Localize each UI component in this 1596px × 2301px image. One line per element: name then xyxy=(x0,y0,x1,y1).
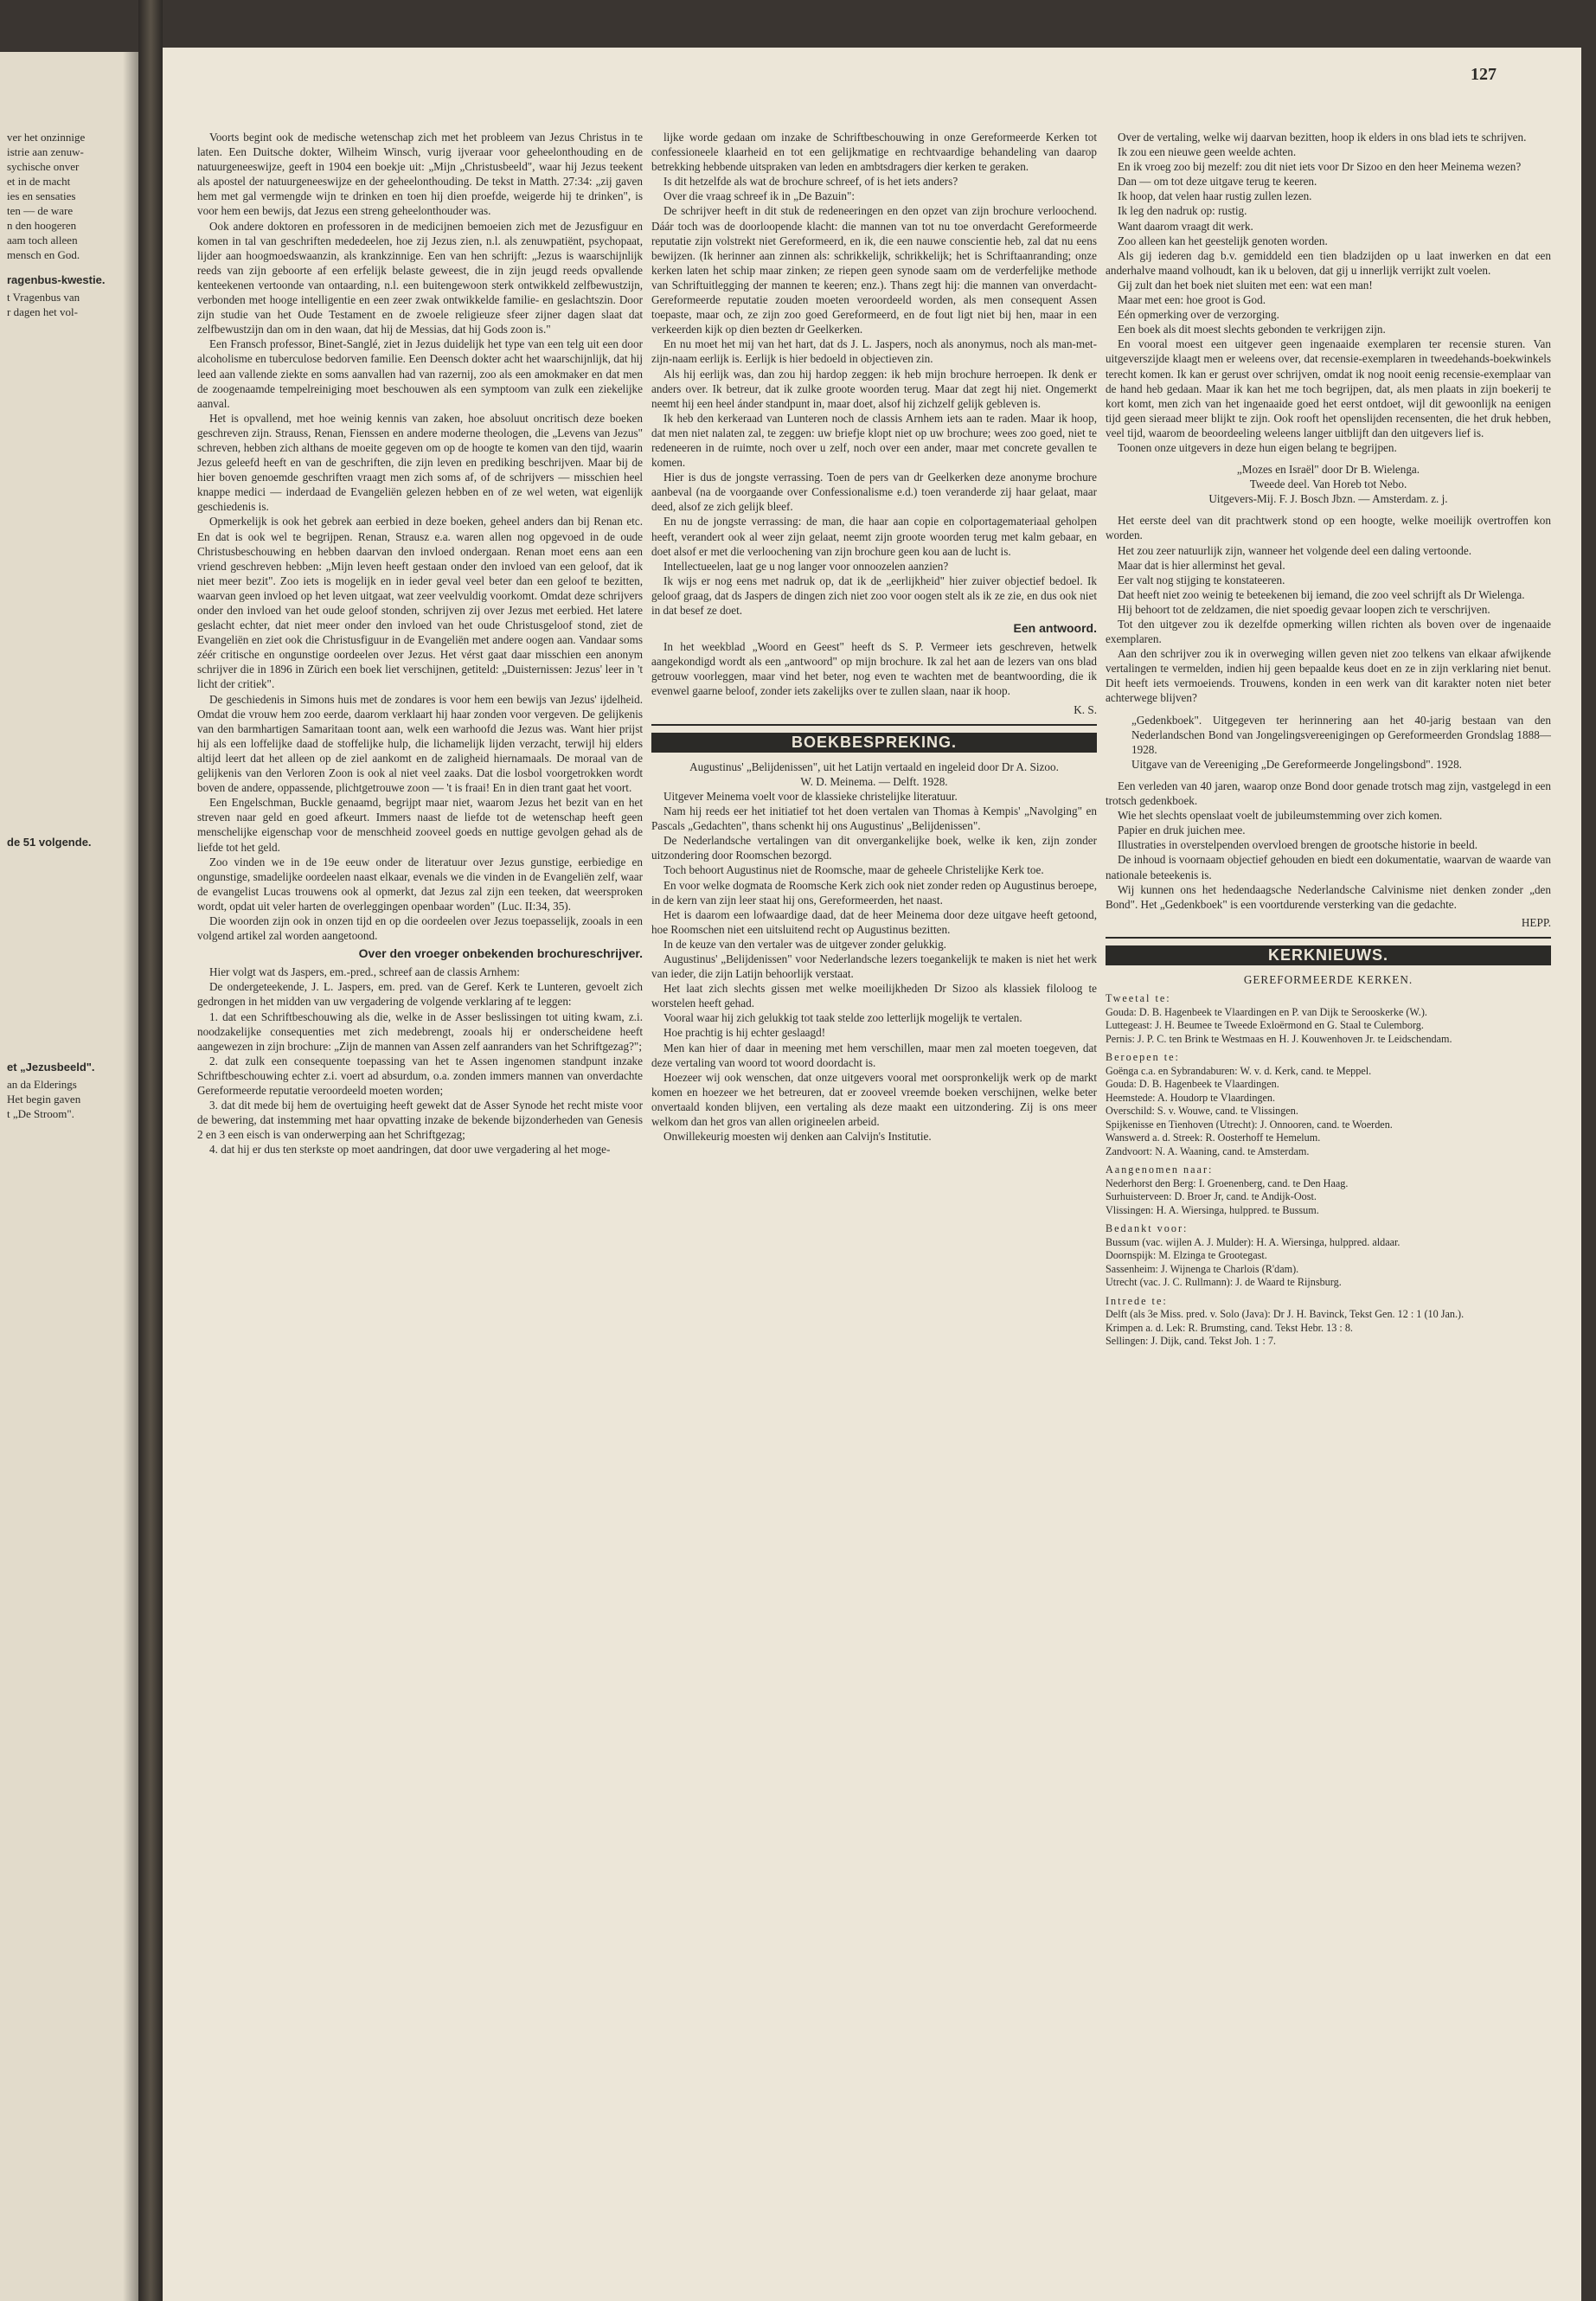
paragraph: Men kan hier of daar in meening met hem verschillen, maar men zal moeten toegeven, dat deze vertaling van woord tot woord doordacht is. xyxy=(651,1041,1097,1069)
column-2-article-b xyxy=(651,639,1097,698)
strip-line: istrie aan zenuw- xyxy=(7,145,84,158)
column-1-article xyxy=(197,130,643,943)
church-news-section-label: Aangenomen naar: xyxy=(1106,1163,1214,1176)
column-1-article-b xyxy=(197,965,643,1157)
book-reference-line: „Gedenkboek". Uitgegeven ter herinnering aan het 40-jarig bestaan van den Nederlandschen Bond van Jongelingsvereenigingen op Gereformeerden Grondslag 1888—1928. xyxy=(1131,713,1551,756)
book-reference-line: „Mozes en Israël" door Dr B. Wielenga. xyxy=(1236,463,1420,477)
strip-heading-b: de 51 volgende. xyxy=(7,836,92,849)
section-banner-kerknieuws: KERKNIEUWS. xyxy=(1106,945,1551,965)
kerk-heading: GEREFORMEERDE KERKEN. xyxy=(1243,972,1413,986)
paragraph: Ik leg den nadruk op: rustig. xyxy=(1118,204,1247,218)
strip-line: n den hoogeren xyxy=(7,219,77,232)
church-news-item: Zandvoort: N. A. Waaning, cand. te Amsterdam. xyxy=(1106,1144,1310,1157)
paragraph: Want daarom vraagt dit werk. xyxy=(1118,219,1253,233)
paragraph: 2. dat zulk een consequente toepassing van het te Assen ingenomen standpunt inzake Schriftbeschouwing echter z.i. voert ad absurdum, o.a. zonden immers mannen van onverdachte Gereformeerde reputatie veroordeeld moeten worden; xyxy=(197,1054,643,1097)
paragraph: De ondergeteekende, J. L. Jaspers, em. pred. van de Geref. Kerk te Lunteren, gevoelt zich gedrongen in het midden van uw vergadering de volgende verklaring af te leggen: xyxy=(197,980,643,1009)
column-2-review xyxy=(651,789,1097,1144)
paragraph: Hoezeer wij ook wenschen, dat onze uitgevers vooral met oorspronkelijk werk op de markt komen en hoezeer we het betreuren, dat er zooveel vreemde boeken verschijnen, welke beter onvertaald konden blijven, een vertaling als deze maakt een uitzondering. Zij is ons meer welkom dan het gros van allen origineelen arbeid. xyxy=(651,1070,1097,1128)
strip-line: ies en sensaties xyxy=(7,189,76,202)
paragraph: Een boek als dit moest slechts gebonden te verkrijgen zijn. xyxy=(1118,323,1386,336)
paragraph: In de keuze van den vertaler was de uitgever zonder gelukkig. xyxy=(663,937,946,951)
church-news-item: Utrecht (vac. J. C. Rullmann): J. de Waard te Rijnsburg. xyxy=(1106,1276,1342,1289)
paragraph: Dat heeft niet zoo weinig te beteekenen bij iemand, die zoo veel schrijft als Dr Wielenga. xyxy=(1118,587,1525,601)
paragraph: De geschiedenis in Simons huis met de zondares is voor hem een bewijs van Jezus' ijdelheid. Omdat die vrouw hem zoo eerde, daarom verklaart hij haar zonden voor vergeven. De gelijkenis van den barmhartigen Samaritaan toont aan, welk een warhoofd die Jezus was. Want hier prijst hij als een loffelijke daad de stoffelijke hulp, die lichamelijk lijden verzacht, terwijl hij elders altijd leert dat het alleen op de ziel aankomt en de zaligheid hiernamaals. De moraal van de gelijkenis van den Verloren Zoon is ook al niet veel zaaks. Dat die losbol voorgetrokken wordt boven de andere, oppassende, plichtgetrouwe zoon — 't is fraai! En in dien trant gaat het voort. xyxy=(197,692,643,795)
paragraph: Augustinus' „Belijdenissen" voor Nederlandsche lezers toegankelijk te maken is niet het werk van ieder, die zijn Latijn behoorlijk verstaat. xyxy=(651,952,1097,981)
paragraph: Eén opmerking over de verzorging. xyxy=(1118,308,1279,322)
column-1 xyxy=(197,130,643,2275)
church-news-item: Wanswerd a. d. Streek: R. Oosterhoff te Hemelum. xyxy=(1106,1131,1321,1144)
paragraph: 1. dat een Schriftbeschouwing als die, welke in de Asser beslissingen tot uiting kwam, z.i. noodzakelijke consequenties met zich medebrengt, zooals hij er onderscheidene heeft aangewezen in zijn brochure: „Zijn de mannen van Assen zelf aanranders van het Schriftgezag?"; xyxy=(197,1009,643,1053)
church-news-list xyxy=(1106,992,1551,1349)
column-2 xyxy=(651,130,1097,2275)
paragraph: Nam hij reeds eer het initiatief tot het doen vertalen van Thomas à Kempis' „Navolging" en Pascals „Gedachten", thans schenkt hij ons Augustinus' „Belijdenissen". xyxy=(651,804,1097,833)
paragraph: Het is opvallend, met hoe weinig kennis van zaken, hoe absoluut oncritisch deze boeken geschreven zijn. Strauss, Renan, Fienssen en andere moderne theologen, die „Levens van Jezus" schreven, hebben zich althans de moeite gegeven om op de hoogte te komen van den tijd, waarin Jezus geleefd heeft en van de geschriften, die zijn leven en prediking beschrijven. Maar bij de hier boven genoemde geschriften vraagt men zich soms af, of de schrijvers — misschien heel knappe medici — inderdaad de Evangeliën gelezen hebben en of ze wel weten, wat eigenlijk geschiedenis is. xyxy=(197,411,643,514)
paragraph: Zoo vinden we in de 19e eeuw onder de literatuur over Jezus gunstige, eerbiedige en ongunstige, smadelijke oordeelen naast elkaar, evenals we die vinden in de Evangeliën zelf, waar de evangelist Lucas trouwens ook al opmerkt, dat Jezus zal zijn een teeken, dat weersproken wordt, opdat uit veler harten de overleggingen openbaar worden" (Luc. II:34, 35). xyxy=(197,855,643,913)
paragraph: Een Fransch professor, Binet-Sanglé, ziet in Jezus duidelijk het type van een telg uit een door alcoholisme en tuberculose bedorven familie. Een Deensch dokter acht het waarschijnlijk, dat hij leed aan vallende ziekte en soms aanvallen had van razernij, zoo als een amokmaker en dat men de zoogenaamde tempelreiniging moet beschouwen als een symptoom van zulk een ziekelijke aanval. xyxy=(197,337,643,410)
strip-line: aam toch alleen xyxy=(7,234,78,247)
paragraph: Gij zult dan het boek niet sluiten met een: wat een man! xyxy=(1118,278,1373,292)
strip-lines-b xyxy=(7,290,137,319)
paragraph: Over die vraag schreef ik in „De Bazuin": xyxy=(663,189,856,203)
church-news-item: Goënga c.a. en Sybrandaburen: W. v. d. Kerk, cand. te Meppel. xyxy=(1106,1064,1372,1077)
paragraph: 3. dat dit mede bij hem de overtuiging heeft gewekt dat de Asser Synode het recht miste voor de bewering, dat instemming met haar opvatting inzake de bekende bijzonderheden van Genesis 2 en 3 een eisch is van onderwerping aan het Schriftgezag; xyxy=(197,1099,643,1142)
book-reference-line: Uitgave van de Vereeniging „De Gereformeerde Jongelingsbond". 1928. xyxy=(1131,757,1462,771)
strip-heading-a: ragenbus-kwestie. xyxy=(7,273,106,286)
paragraph: En ik vroeg zoo bij mezelf: zou dit niet iets voor Dr Sizoo en den heer Meinema wezen? xyxy=(1118,160,1522,174)
paragraph: Het zou zeer natuurlijk zijn, wanneer het volgende deel een daling vertoonde. xyxy=(1118,543,1472,557)
paragraph: Papier en druk juichen mee. xyxy=(1118,824,1246,837)
book-reference-line: Augustinus' „Belijdenissen", uit het Latijn vertaald en ingeleid door Dr A. Sizoo. xyxy=(689,760,1059,773)
column-3-signature: HEPP. xyxy=(1521,915,1551,929)
previous-page-strip xyxy=(0,52,138,2301)
strip-line: et in de macht xyxy=(7,175,71,188)
paragraph: Eer valt nog stijging te konstateeren. xyxy=(1118,573,1285,586)
church-news-item: Luttegeast: J. H. Beumee te Tweede Exloërmond en G. Staal te Culemborg. xyxy=(1106,1019,1424,1032)
church-news-section-label: Beroepen te: xyxy=(1106,1051,1180,1064)
paragraph: Het is daarom een lofwaardige daad, dat de heer Meinema door deze uitgave heeft getoond, hoe Roomschen niet een uitsluitend recht op Augustinus bezitten. xyxy=(651,907,1097,936)
paragraph: Hoe prachtig is hij echter geslaagd! xyxy=(663,1026,826,1040)
paragraph: Ik hoop, dat velen haar rustig zullen lezen. xyxy=(1118,189,1312,203)
page-gutter xyxy=(138,0,163,2301)
paragraph: Wij kunnen ons het hedendaagsche Nederlandsche Calvinisme niet denken zonder „den Bond". Het „Gedenkboek" is een voortdurende versterking van die gedachte. xyxy=(1106,882,1551,911)
paragraph: lijke worde gedaan om inzake de Schriftbeschouwing in onze Gereformeerde Kerken tot confessioneele klaarheid en tot een gelijkmatige en rechtvaardige behandeling van daarop betrekking hebbende uitspraken van leden en ambtsdragers dier kerken te geraken. xyxy=(651,131,1097,174)
paragraph: Als hij eerlijk was, dan zou hij hardop zeggen: ik heb mijn brochure herroepen. Ik denk er anders over. Ik betreur, dat ik zulke groote woorden terug. Maar dat zegt hij niet. Ongemerkt neemt hij een heel ánder standpunt in, maar doet, alsof hij zichzelf gelijk gebleven is. xyxy=(651,367,1097,410)
section-banner-boekbespreking: BOEKBESPREKING. xyxy=(651,733,1097,753)
paragraph: Ook andere doktoren en professoren in de medicijnen bemoeien zich met de Jezusfiguur en komen in tal van geschriften mededeelen, hoe zij Jezus zien, n.l. als zenuwpatiënt, psychopaat, lijder aan hoogmoedswaanzin, als krankzinnige. Een van hen schrijft: „Jezus is waarschijnlijk reeds van zijn geboorte af een erfelijk belaste geweest, die in zijn jeugd reeds opvallende kenteekenen vertoonde van ontaarding, n.l. een buitengewoon sterk ontwikkeld zelfbewustzijn, verbonden met hooge intelligentie en een zeer zwak ontwikkelde familie- en geslachtszin. Door zijn studie van het Oude Testament en de zwoele religieuze sfeer zijner dagen slaat dat zelfbewustzijn dan om in den waan, dat hij de Messias, dat hij Gods zoon is." xyxy=(197,219,643,336)
church-news-item: Doornspijk: M. Elzinga te Grootegast. xyxy=(1106,1249,1267,1262)
divider xyxy=(1106,937,1551,939)
paragraph: Die woorden zijn ook in onzen tijd en op die oordeelen over Jezus toepasselijk, zooals in een volgend artikel zal worden aangetoond. xyxy=(197,913,643,943)
column-2-signature: K. S. xyxy=(1074,702,1097,716)
strip-line: t „De Stroom". xyxy=(7,1107,74,1120)
paragraph: En nu de jongste verrassing: de man, die haar aan copie en colportagemateriaal geholpen heeft, verandert ook al weer zijn gelaat, neemt zijn groote woorden terug met kalm gebaar, en doet alsof er met die verloochening van zijn brochure geen kou aan de lucht is. xyxy=(651,515,1097,558)
paragraph: Wie het slechts openslaat voelt de jubileumstemming over zich komen. xyxy=(1118,809,1443,823)
column-3-review-c xyxy=(1106,779,1551,912)
strip-line: t Vragenbus van xyxy=(7,291,80,304)
church-news-item: Pernis: J. P. C. ten Brink te Westmaas en H. J. Kouwenhoven Jr. te Leidschendam. xyxy=(1106,1032,1452,1045)
paragraph: Hier volgt wat ds Jaspers, em.-pred., schreef aan de classis Arnhem: xyxy=(209,965,520,979)
paragraph: Over de vertaling, welke wij daarvan bezitten, hoop ik elders in ons blad iets te schrijven. xyxy=(1118,131,1527,144)
paragraph: Voorts begint ook de medische wetenschap zich met het probleem van Jezus Christus in te laten. Een Duitsche dokter, Wilheim Winsch, vurig ijveraar voor geheelonthouding en de natuurgeneeswijze, geeft in 1904 een boekje uit: „Mijn „Christusbeeld", waar hij Jezus teekent als apostel der natuurgeneeswijze en der geheelonthouding. De tekst in Matth. 27:34: „zij gaven hem met gal vermengde wijn te drinken en toen hij dien proefde, weigerde hij te drinken", is voor hem een bewijs, dat Jezus een streng geheelonthouder was. xyxy=(197,131,643,218)
paragraph: Dan — om tot deze uitgave terug te keeren. xyxy=(1118,175,1317,189)
strip-line: ten — de ware xyxy=(7,204,74,217)
paragraph: En nu moet het mij van het hart, dat ds J. L. Jaspers, noch als anonymus, noch als man-met-zijn-naam eerlijk is. Eerlijk is hier bedoeld in objectieven zin. xyxy=(651,337,1097,366)
paragraph: Zoo alleen kan het geestelijk genoten worden. xyxy=(1118,234,1328,247)
strip-lines-a xyxy=(7,130,137,262)
paragraph: Maar dat is hier allerminst het geval. xyxy=(1118,558,1285,572)
paragraph: Hij behoort tot de zeldzamen, die niet spoedig gevaar loopen zich te verschrijven. xyxy=(1118,602,1490,616)
strip-line: ver het onzinnige xyxy=(7,131,86,144)
paragraph: Aan den schrijver zou ik in overweging willen geven niet zoo telkens van elkaar afwijkende vertalingen te vermelden, indien hij geen bepaalde keus doet en ze in zijn verklaring niet benut. Dit heeft iets vermoeiends. Trouwens, konden in een werk van dit karakter noten niet beter achterwege blijven? xyxy=(1106,647,1551,705)
church-news-item: Surhuisterveen: D. Broer Jr, cand. te Andijk-Oost. xyxy=(1106,1190,1317,1203)
paragraph: Toonen onze uitgevers in deze hun eigen belang te begrijpen. xyxy=(1118,440,1397,454)
strip-lines-c xyxy=(7,1077,137,1121)
column-3 xyxy=(1106,130,1551,2275)
strip-line: an da Elderings xyxy=(7,1078,77,1091)
church-news-item: Sassenheim: J. Wijnenga te Charlois (R'dam). xyxy=(1106,1262,1299,1275)
church-news-item: Krimpen a. d. Lek: R. Brumsting, cand. Tekst Hebr. 13 : 8. xyxy=(1106,1321,1353,1334)
newspaper-page xyxy=(163,48,1581,2301)
paragraph: Hier is dus de jongste verrassing. Toen de pers van dr Geelkerken deze anonyme brochure aanbeval (na de voorgaande over Confessionalisme e.d.) toen veranderde zij haar gelaat, maar deed, alsof ze zich gelijk bleef. xyxy=(651,471,1097,514)
church-news-section-label: Bedankt voor: xyxy=(1106,1222,1189,1235)
paragraph: Vooral waar hij zich gelukkig tot taak stelde zoo letterlijk mogelijk te vertalen. xyxy=(663,1011,1022,1025)
church-news-item: Overschild: S. v. Wouwe, cand. te Vlissingen. xyxy=(1106,1105,1298,1118)
paragraph: Een verleden van 40 jaren, waarop onze Bond door genade trotsch mag zijn, vastgelegd in een trotsch gedenkboek. xyxy=(1106,779,1551,808)
strip-heading-c: et „Jezusbeeld". xyxy=(7,1061,95,1074)
strip-line: sychische onver xyxy=(7,160,80,173)
paragraph: De Nederlandsche vertalingen van dit onvergankelijke boek, welke ik ken, zijn zonder uitzondering door Roomschen bezorgd. xyxy=(651,834,1097,862)
book-reference-line: Tweede deel. Van Horeb tot Nebo. xyxy=(1249,478,1407,491)
paragraph: In het weekblad „Woord en Geest" heeft ds S. P. Vermeer iets geschreven, hetwelk aangekondigd wordt als een „antwoord" op mijn brochure. Ik zal het aan de lezers van ons blad getrouw voorleggen, maar vind het beter, nog even te wachten met de beantwoording, die ik evenwel gaarne beloof, zonder iets zakelijks over te zullen slaan, naar ik hoop. xyxy=(651,640,1097,698)
paragraph: Een Engelschman, Buckle genaamd, begrijpt maar niet, waarom Jezus het bezit van en het streven naar geld en goed afkeurt. Immers naast de liefde tot de wetenschap heeft geen menschelijke eigenschap voor de menschheid zooveel goeds en nuttige gevolgen gehad als de liefde tot het geld. xyxy=(197,796,643,854)
column-1-subheading: Over den vroeger onbekenden brochureschrijver. xyxy=(358,946,643,961)
church-news-item: Sellingen: J. Dijk, cand. Tekst Joh. 1 : 7. xyxy=(1106,1335,1276,1348)
church-news-item: Vlissingen: H. A. Wiersinga, hulppred. te Bussum. xyxy=(1106,1203,1319,1216)
church-news-item: Delft (als 3e Miss. pred. v. Solo (Java): Dr J. H. Bavinck, Tekst Gen. 12 : 1 (10 Jan.). xyxy=(1106,1308,1465,1321)
book-reference-3 xyxy=(1131,713,1551,772)
paragraph: Het laat zich slechts gissen met welke moeilijkheden Dr Sizoo als klassiek filoloog te worstelen heeft gehad. xyxy=(651,982,1097,1010)
divider xyxy=(651,724,1097,726)
paragraph: Toch behoort Augustinus niet de Roomsche, maar de geheele Christelijke Kerk toe. xyxy=(663,863,1044,877)
book-reference-line: Uitgevers-Mij. F. J. Bosch Jbzn. — Amsterdam. z. j. xyxy=(1208,492,1448,506)
page-number: 127 xyxy=(1471,65,1497,84)
paragraph: Ik wijs er nog eens met nadruk op, dat ik de „eerlijkheid" hier zuiver objectief bedoel. Ik geloof graag, dat ds Jaspers de dingen zich niet zoo voor oogen stelt als ik ze zie, en dus ook niet in dat besef ze doet. xyxy=(651,574,1097,617)
church-news-item: Gouda: D. B. Hagenbeek te Vlaardingen. xyxy=(1106,1078,1279,1091)
paragraph: Maar met een: hoe groot is God. xyxy=(1118,293,1266,307)
paragraph: En vooral moest een uitgever geen ingenaaide exemplaren ter recensie sturen. Van uitgeverszijde klaagt men er weleens over, dat recensie-exemplaren in tweedehands-boekwinkels terecht komen. Ik kan er gerust over schrijven, omdat ik nog nooit eenig recensie-exemplaar van de hand heb gedaan. Maar ik kan het me toch begrijpen, dat, als men plaats in zijn boekerij te kort komt, men zich van het ingenaaide goed het eerst ontdoet, wijl dit gewoonlijk na eenigen tijd geen sieraad meer blijkt te zijn. Ook rooft het openslijden recensenten, die het druk hebben, veel tijd, waarom de beoordeeling weleens langer uitblijft dan den uitgevers lief is. xyxy=(1106,337,1551,439)
church-news-item: Heemstede: A. Houdorp te Vlaardingen. xyxy=(1106,1091,1276,1104)
church-news-section-label: Tweetal te: xyxy=(1106,992,1171,1005)
church-news-item: Nederhorst den Berg: I. Groenenberg, cand. te Den Haag. xyxy=(1106,1176,1349,1189)
paragraph: Intellectueelen, laat ge u nog langer voor onnoozelen aanzien? xyxy=(663,559,949,573)
paragraph: Ik heb den kerkeraad van Lunteren noch de classis Arnhem iets aan te raden. Maar ik hoop, dat men niet nalaten zal, te zeggen: uw briefje klopt niet op uw brochure; wees zoo goed, niet te redeneeren in de ruimte, noch over u zelf, noch over een ander, maar met concrete gevallen te komen. xyxy=(651,411,1097,470)
paragraph: Het eerste deel van dit prachtwerk stond op een hoogte, welke moeilijk overtroffen kon worden. xyxy=(1106,514,1551,542)
paragraph: Onwillekeurig moesten wij denken aan Calvijn's Institutie. xyxy=(663,1130,932,1144)
column-3-review xyxy=(1106,130,1551,455)
paragraph: Is dit hetzelfde als wat de brochure schreef, of is het iets anders? xyxy=(663,175,958,189)
paragraph: Als gij iederen dag b.v. gemiddeld een tien bladzijden op u laat inwerken en dat een anderhalve maand volhoudt, kan ik u beloven, dat gij u innerlijk verrijkt zult voelen. xyxy=(1106,248,1551,277)
paragraph: Uitgever Meinema voelt voor de klassieke christelijke literatuur. xyxy=(663,789,958,803)
paragraph: Opmerkelijk is ook het gebrek aan eerbied in deze boeken, geheel anders dan bij Renan etc. En dat is ook wel te begrijpen. Renan, Strausz e.a. waren allen nog opgevoed in de oude Christusbeschouwing en hebben daarvan den invloed ondergaan. Renan moet eens aan een vriend geschreven hebben: „Mijn leven heeft gestaan onder den invloed van een geloof, dat ik niet meer bezit". Zoo iets is mogelijk en in ieder geval veel beter dan een geloof te bezitten, waarvan geen invloed op het leven uitgaat, wat zeer veelvuldig voorkomt. Omdat deze schrijvers onder den invloed van het oude geloof stonden, schrijven zij over Jezus met eerbied. Het latere geslacht echter, dat niet meer onder den invloed van het oude Christusgeloof stond, ziet de Evangeliën en ziet ook die Christusfiguur in de Evangeliën met andere oogen aan. Vandaar soms zéér critische en ongunstige oordeelen over Jezus. Het vérst gaat daar misschien een anonym schrijver die in 1896 in Zürich een boek liet verschijnen, getiteld: „Duisternissen: Jezus' leer in 't licht der critiek". xyxy=(197,515,643,691)
strip-line: r dagen het vol- xyxy=(7,305,78,318)
strip-line: mensch en God. xyxy=(7,248,80,261)
book-reference-line: W. D. Meinema. — Delft. 1928. xyxy=(800,774,948,788)
paragraph: De schrijver heeft in dit stuk de redeneeringen en den opzet van zijn brochure verloochend. Dáár toch was de doorloopende klacht: die mannen van tot nu toe onverdacht Gereformeerde reputatie zijn volstrekt niet Gereformeerd, en ik, die een nauwe conscientie heb, zal dat nu eens bewijzen. (Ik herinner aan zinnen als: schrikkelijk, schrikkelijk; het is Schriftaanranding; onze kerken laten het schip maar zinken; ze riepen geen synode saam om de verderfelijke methode van Schriftuitlegging der mannen te keeren; enz.). Thans zegt hij: die mannen van onverdacht-Gereformeerde reputatie zouden moeten veroordeeld worden, als men consequent Assen toepaste, maar och, ze zijn zoo goed Gereformeerd, en de fout ligt niet bij hen, maar in een verkeerden kijk op dien bezten dr Geelkerken. xyxy=(651,204,1097,336)
column-3-review-b xyxy=(1106,513,1551,705)
strip-line: Het begin gaven xyxy=(7,1093,81,1106)
church-news-section-label: Intrede te: xyxy=(1106,1294,1168,1307)
book-reference-2 xyxy=(1106,462,1551,506)
paragraph: Illustraties in overstelpenden overvloed brengen de grootsche historie in beeld. xyxy=(1118,838,1478,852)
column-2-article xyxy=(651,130,1097,618)
paragraph: En voor welke dogmata de Roomsche Kerk zich ook niet zonder reden op Augustinus beroepe, in de kern van zijn leer staat hij ons, Gereformeerden, het naast. xyxy=(651,878,1097,907)
paragraph: De inhoud is voornaam objectief gehouden en biedt een dokumentatie, waarvan de waarde van nationale beteekenis is. xyxy=(1106,853,1551,881)
book-reference xyxy=(651,760,1097,789)
church-news-item: Gouda: D. B. Hagenbeek te Vlaardingen en P. van Dijk te Serooskerke (W.). xyxy=(1106,1005,1427,1018)
church-news-item: Bussum (vac. wijlen A. J. Mulder): H. A. Wiersinga, hulppred. aldaar. xyxy=(1106,1235,1401,1248)
paragraph: Ik zou een nieuwe geen weelde achten. xyxy=(1118,145,1297,159)
paragraph: 4. dat hij er dus ten sterkste op moet aandringen, dat door uwe vergadering al het moge- xyxy=(209,1143,611,1157)
church-news-item: Spijkenisse en Tienhoven (Utrecht): J. Onnooren, cand. te Woerden. xyxy=(1106,1118,1393,1131)
paragraph: Tot den uitgever zou ik dezelfde opmerking willen richten als boven over de ingenaaide exemplaren. xyxy=(1106,618,1551,646)
column-2-subheading: Een antwoord. xyxy=(1013,621,1097,636)
